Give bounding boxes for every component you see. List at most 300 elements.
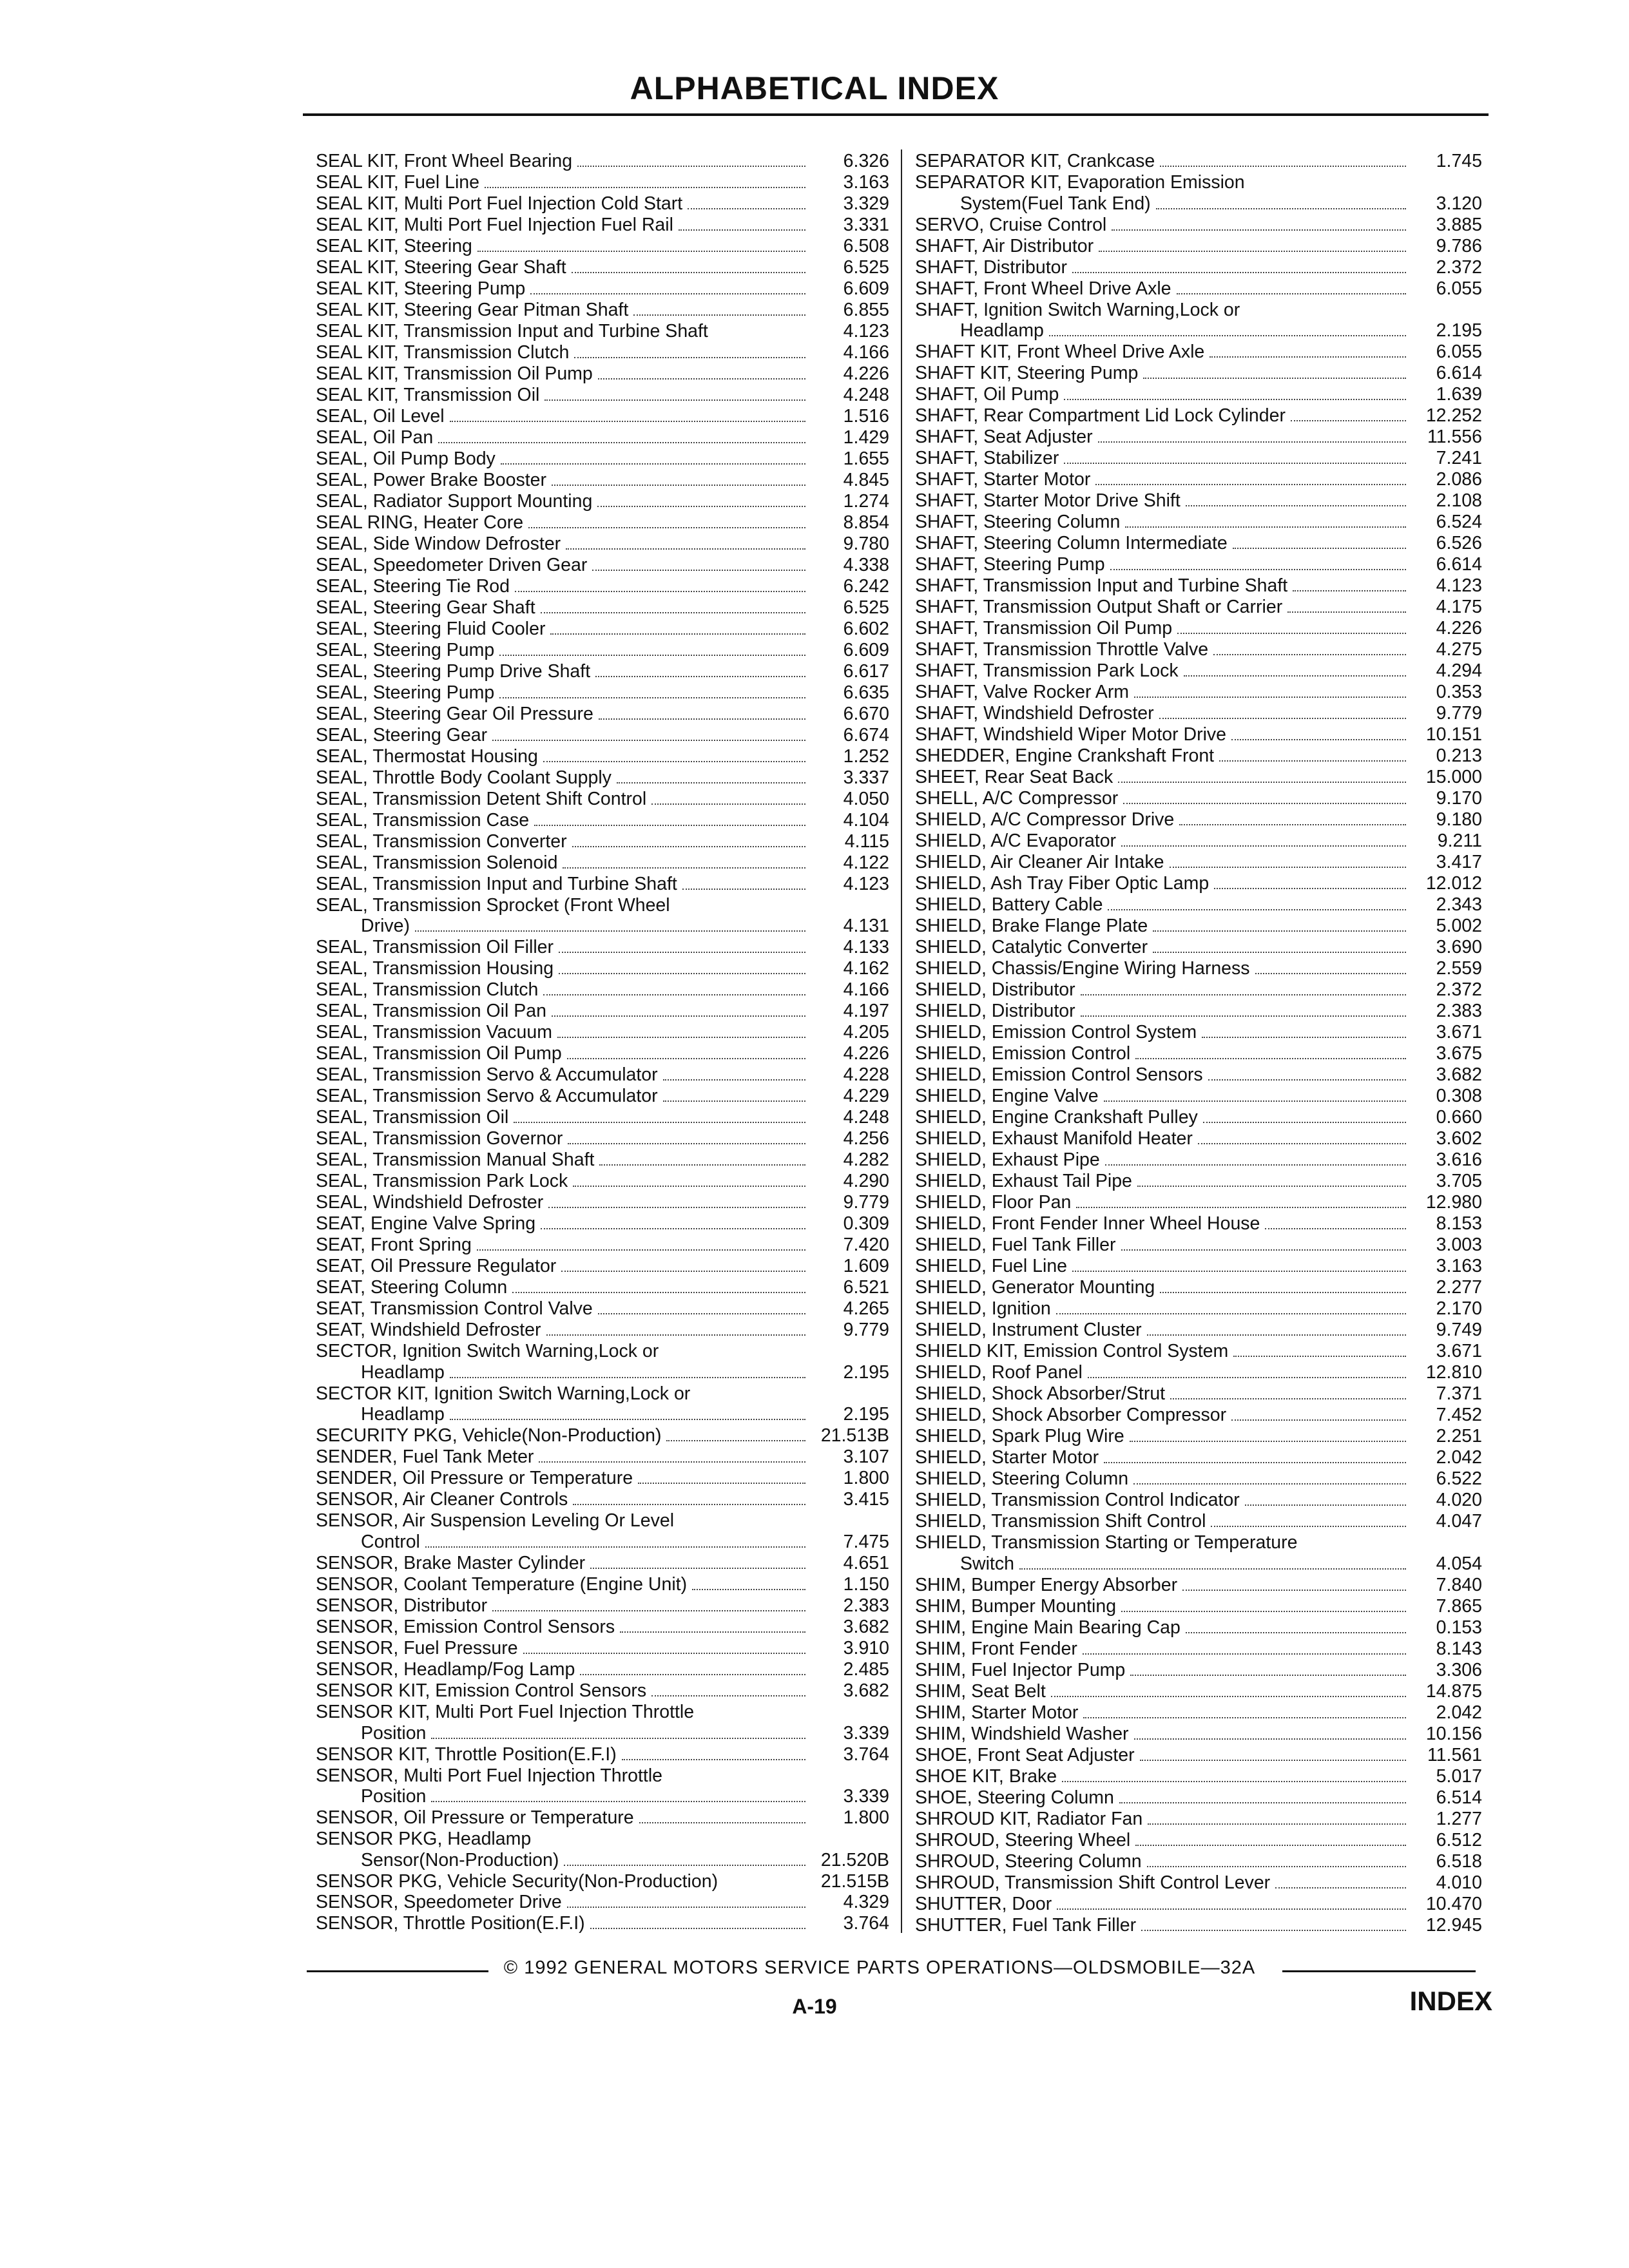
entry-page-ref: 5.017: [1436, 1765, 1482, 1787]
dot-leader: [1160, 166, 1406, 167]
dot-leader: [1287, 611, 1406, 613]
entry-name: SHAFT, Ignition Switch Warning,Lock or: [915, 299, 1240, 320]
index-entry: [915, 1043, 1482, 1064]
dot-leader: [598, 378, 805, 380]
index-entry: [915, 1894, 1482, 1915]
entry-name: SEAL, Transmission Oil: [316, 1107, 509, 1128]
index-entry: [915, 1213, 1482, 1235]
entry-name: SHIELD, Emission Control System: [915, 1022, 1197, 1043]
index-entry: [316, 874, 889, 895]
entry-page-ref: 6.617: [843, 660, 889, 682]
entry-name: SHIELD, Shock Absorber/Strut: [915, 1383, 1166, 1405]
entry-page-ref: 0.308: [1436, 1086, 1482, 1107]
entry-name: SEAL, Transmission Park Lock: [316, 1171, 568, 1192]
index-entry: [915, 1149, 1482, 1171]
dot-leader: [499, 655, 805, 656]
entry-name: SEAL, Windshield Defroster: [316, 1192, 544, 1213]
entry-page-ref: 10.151: [1425, 724, 1482, 745]
entry-page-ref: 4.166: [843, 979, 889, 1001]
index-entry: [316, 1277, 889, 1298]
entry-name: SHAFT, Steering Column Intermediate: [915, 533, 1228, 554]
dot-leader: [590, 1928, 805, 1929]
index-entry: [915, 1107, 1482, 1128]
index-entry: [915, 1277, 1482, 1298]
entry-name: SHIM, Front Fender: [915, 1638, 1077, 1659]
entry-name: SHIM, Seat Belt: [915, 1680, 1046, 1702]
entry-page-ref: 4.651: [843, 1552, 889, 1573]
dot-leader: [1064, 463, 1406, 464]
dot-leader: [515, 591, 805, 592]
entry-name: SEAL, Steering Pump: [316, 682, 495, 703]
entry-name: SEAL, Steering Gear Oil Pressure: [316, 703, 593, 724]
index-entry: [915, 193, 1482, 215]
entry-name: SEAL, Radiator Support Mounting: [316, 490, 593, 512]
entry-name: SENSOR, Headlamp/Fog Lamp: [316, 1658, 575, 1680]
index-entry: [316, 1510, 889, 1532]
entry-page-ref: 6.055: [1436, 278, 1482, 299]
index-entry: [915, 427, 1482, 448]
entry-name: SEAL, Steering Gear: [316, 724, 488, 745]
entry-page-ref: 2.383: [843, 1595, 889, 1616]
entry-page-ref: 3.705: [1436, 1171, 1482, 1192]
dot-leader: [1182, 1590, 1406, 1591]
index-entry: [915, 660, 1482, 682]
entry-name: SHAFT, Windshield Defroster: [915, 703, 1154, 724]
index-entry: [915, 1405, 1482, 1426]
index-entry: [915, 554, 1482, 575]
dot-leader: [1245, 1504, 1406, 1506]
entry-name: SHROUD, Steering Column: [915, 1850, 1142, 1872]
entry-page-ref: 0.309: [843, 1213, 889, 1235]
dot-leader: [679, 229, 805, 231]
entry-page-ref: 9.749: [1436, 1320, 1482, 1341]
entry-page-ref: 4.226: [1436, 618, 1482, 639]
index-entry: [316, 1149, 889, 1171]
index-entry: [316, 491, 889, 512]
entry-name: SHAFT, Transmission Output Shaft or Carrier: [915, 597, 1283, 618]
dot-leader: [567, 1058, 805, 1059]
entry-name: SHAFT, Stabilizer: [915, 448, 1059, 469]
entry-name: SEAL, Side Window Defroster: [316, 533, 561, 554]
entry-page-ref: 3.682: [1436, 1064, 1482, 1086]
entry-name: SHIELD, Steering Column: [915, 1468, 1129, 1490]
entry-name: SHIM, Engine Main Bearing Cap: [915, 1617, 1181, 1638]
entry-page-ref: 6.674: [843, 724, 889, 745]
dot-leader: [572, 846, 805, 847]
index-entry: [316, 682, 889, 704]
index-entry: [915, 1553, 1482, 1575]
entry-page-ref: 6.512: [1436, 1829, 1482, 1850]
dot-leader: [663, 1100, 805, 1102]
entry-page-ref: 10.156: [1425, 1723, 1482, 1744]
dot-leader: [1119, 1802, 1406, 1803]
dot-leader: [577, 166, 805, 167]
index-entry: [316, 810, 889, 831]
entry-name: SEAL, Transmission Servo & Accumulator: [316, 1086, 658, 1107]
index-entry: [316, 916, 889, 937]
entry-name: SHIELD, A/C Compressor Drive: [915, 809, 1175, 831]
entry-name: SHIELD, Fuel Tank Filler: [915, 1235, 1116, 1256]
dot-leader: [1108, 909, 1406, 910]
entry-page-ref: 4.131: [843, 916, 889, 937]
entry-page-ref: 2.042: [1436, 1702, 1482, 1723]
dot-leader: [639, 1822, 805, 1823]
dot-leader: [1170, 867, 1406, 868]
index-entry: [915, 1426, 1482, 1447]
entry-page-ref: 21.513B: [820, 1425, 889, 1446]
entry-name: SHAFT, Air Distributor: [915, 235, 1094, 256]
dot-leader: [1233, 1356, 1406, 1357]
entry-page-ref: 3.331: [843, 215, 889, 235]
entry-page-ref: 2.195: [1436, 320, 1482, 341]
entry-name: SEAL, Oil Pump Body: [316, 448, 496, 469]
index-entry: [915, 873, 1482, 894]
dot-leader: [1081, 1015, 1406, 1017]
index-entry: [915, 1851, 1482, 1872]
index-entry: [316, 1298, 889, 1320]
index-entry: [915, 1235, 1482, 1256]
entry-page-ref: 1.800: [843, 1468, 889, 1489]
index-entry: [915, 363, 1482, 384]
entry-name: System(Fuel Tank End): [960, 193, 1151, 214]
index-entry: [915, 1001, 1482, 1022]
entry-page-ref: 14.875: [1425, 1680, 1482, 1702]
entry-page-ref: 1.274: [843, 490, 889, 512]
index-entry: [915, 1639, 1482, 1660]
entry-name: SHAFT, Transmission Input and Turbine Shaft: [915, 575, 1288, 597]
entry-name: SHIELD, Ash Tray Fiber Optic Lamp: [915, 873, 1210, 894]
index-entry: [915, 236, 1482, 257]
entry-page-ref: 2.195: [843, 1361, 889, 1383]
entry-name: SHIM, Windshield Washer: [915, 1723, 1129, 1744]
dot-leader: [1148, 1823, 1406, 1825]
index-entry: [915, 278, 1482, 300]
dot-leader: [552, 485, 805, 486]
entry-name: SEAL KIT, Steering: [316, 236, 472, 256]
entry-name: SHIELD, Battery Cable: [915, 894, 1103, 916]
index-entry: [915, 1192, 1482, 1213]
entry-page-ref: 4.294: [1436, 660, 1482, 682]
entry-name: SEAL, Transmission Detent Shift Control: [316, 788, 647, 809]
entry-page-ref: 6.526: [1436, 533, 1482, 554]
dot-leader: [1095, 484, 1406, 485]
index-entry: [316, 1256, 889, 1277]
entry-name: SHAFT, Starter Motor: [915, 469, 1091, 490]
dot-leader: [552, 1015, 805, 1017]
dot-leader: [1104, 1462, 1406, 1463]
dot-leader: [574, 357, 805, 358]
entry-page-ref: 4.123: [843, 321, 889, 341]
entry-page-ref: 6.514: [1436, 1787, 1482, 1808]
dot-leader: [1203, 1122, 1406, 1123]
dot-leader: [633, 314, 805, 316]
entry-page-ref: 6.508: [843, 236, 889, 256]
index-entry: [316, 576, 889, 597]
entry-name: SHIELD, Exhaust Tail Pipe: [915, 1171, 1132, 1192]
index-entry: [316, 1213, 889, 1235]
dot-leader: [523, 1653, 805, 1654]
index-entry: [915, 1086, 1482, 1107]
entry-name: SHAFT, Steering Pump: [915, 554, 1105, 575]
entry-page-ref: 3.339: [843, 1722, 889, 1744]
entry-page-ref: 12.252: [1425, 405, 1482, 427]
index-entry: [316, 1892, 889, 1913]
entry-name: SEAL KIT, Transmission Oil Pump: [316, 363, 593, 384]
index-entry: [915, 788, 1482, 809]
entry-name: SEAL, Oil Level: [316, 405, 445, 427]
entry-page-ref: 4.256: [843, 1128, 889, 1149]
index-entry: [316, 1850, 889, 1871]
index-entry: [915, 1320, 1482, 1341]
dot-leader: [1081, 994, 1406, 995]
entry-page-ref: 8.153: [1436, 1213, 1482, 1235]
entry-page-ref: 3.003: [1436, 1235, 1482, 1256]
dot-leader: [1064, 399, 1406, 400]
dot-leader: [1160, 1292, 1406, 1293]
index-entry: [316, 193, 889, 215]
entry-name: SHUTTER, Fuel Tank Filler: [915, 1914, 1137, 1936]
entry-page-ref: 9.779: [1436, 703, 1482, 724]
entry-name: SHIELD, Front Fender Inner Wheel House: [915, 1213, 1260, 1235]
dot-leader: [1099, 251, 1406, 252]
index-entry: [316, 512, 889, 533]
index-entry: [915, 1298, 1482, 1320]
entry-name: SEAL KIT, Steering Gear Pitman Shaft: [316, 300, 629, 320]
dot-leader: [1231, 739, 1406, 740]
entry-page-ref: 0.213: [1436, 745, 1482, 767]
entry-page-ref: 3.120: [1436, 193, 1482, 214]
index-entry: [316, 321, 889, 342]
dot-leader: [1118, 782, 1406, 783]
dot-leader: [1231, 1419, 1406, 1421]
entry-page-ref: 6.614: [1436, 363, 1482, 384]
entry-page-ref: 7.420: [843, 1235, 889, 1256]
entry-page-ref: 6.609: [843, 639, 889, 660]
entry-page-ref: 3.682: [843, 1680, 889, 1701]
entry-name: SHAFT, Valve Rocker Arm: [915, 682, 1130, 703]
entry-page-ref: 2.108: [1436, 490, 1482, 512]
entry-page-ref: 8.854: [843, 512, 889, 533]
entry-page-ref: 7.371: [1436, 1383, 1482, 1405]
entry-name: SENSOR, Emission Control Sensors: [316, 1616, 615, 1637]
entry-page-ref: 4.123: [843, 873, 889, 894]
dot-leader: [688, 208, 805, 209]
dot-leader: [1121, 1249, 1407, 1251]
dot-leader: [492, 1610, 805, 1611]
entry-name: Position: [361, 1786, 427, 1807]
dot-leader: [431, 1801, 805, 1802]
index-entry: [915, 320, 1482, 341]
index-entry: [316, 278, 889, 300]
entry-page-ref: 3.675: [1436, 1043, 1482, 1064]
dot-leader: [1072, 272, 1406, 273]
dot-leader: [1133, 1483, 1406, 1485]
entry-name: SHIM, Starter Motor: [915, 1702, 1079, 1723]
dot-leader: [573, 1186, 805, 1187]
dot-leader: [682, 889, 805, 890]
dot-leader: [530, 293, 805, 294]
footer-rule-right: [1282, 1970, 1476, 1972]
entry-page-ref: 6.055: [1436, 341, 1482, 363]
index-entry: [316, 958, 889, 979]
entry-page-ref: 4.205: [843, 1022, 889, 1043]
dot-leader: [501, 463, 805, 465]
index-entry: [316, 661, 889, 682]
entry-name: SHIELD, Exhaust Pipe: [915, 1149, 1100, 1171]
entry-name: SEAL KIT, Steering Pump: [316, 278, 526, 299]
index-entry: [915, 1341, 1482, 1362]
entry-page-ref: 4.248: [843, 1107, 889, 1128]
entry-name: SENSOR PKG, Headlamp: [316, 1829, 532, 1850]
dot-leader: [548, 1207, 805, 1208]
entry-page-ref: 4.123: [1436, 575, 1482, 597]
entry-page-ref: 1.800: [843, 1807, 889, 1829]
dot-leader: [1179, 824, 1406, 825]
entry-name: SHAFT, Distributor: [915, 256, 1067, 278]
entry-page-ref: 3.163: [1436, 1256, 1482, 1277]
index-entry: [316, 555, 889, 576]
entry-page-ref: 21.515B: [820, 1870, 889, 1892]
entry-name: SEAT, Engine Valve Spring: [316, 1213, 536, 1235]
entry-name: SENSOR PKG, Vehicle Security(Non-Production): [316, 1870, 718, 1892]
entry-page-ref: 2.086: [1436, 469, 1482, 490]
index-entry: [316, 895, 889, 916]
dot-leader: [539, 1461, 805, 1463]
dot-leader: [450, 1419, 805, 1420]
dot-leader: [1098, 441, 1406, 443]
dot-leader: [597, 506, 805, 507]
dot-leader: [1110, 569, 1406, 570]
entry-name: SEAL, Speedometer Driven Gear: [316, 554, 588, 575]
dot-leader: [1147, 1866, 1406, 1867]
entry-name: SEAL, Transmission Servo & Accumulator: [316, 1064, 658, 1086]
entry-page-ref: 1.655: [843, 448, 889, 469]
index-entry: [915, 1724, 1482, 1745]
entry-page-ref: 3.671: [1436, 1341, 1482, 1362]
entry-page-ref: 4.162: [843, 958, 889, 979]
dot-leader: [1125, 526, 1406, 528]
entry-name: SEAL, Transmission Converter: [316, 831, 567, 852]
entry-name: SHIELD KIT, Emission Control System: [915, 1341, 1229, 1362]
entry-page-ref: 4.050: [843, 788, 889, 809]
entry-page-ref: 2.042: [1436, 1447, 1482, 1468]
dot-leader: [477, 251, 805, 252]
entry-page-ref: 1.609: [843, 1256, 889, 1277]
dot-leader: [1255, 973, 1406, 974]
entry-name: SHAFT, Front Wheel Drive Axle: [915, 278, 1171, 299]
dot-leader: [546, 1334, 805, 1336]
index-entry: [915, 1872, 1482, 1894]
dot-leader: [692, 1589, 805, 1590]
index-entry: [915, 1681, 1482, 1702]
entry-page-ref: 7.241: [1436, 448, 1482, 469]
dot-leader: [561, 1271, 805, 1272]
index-entry: [316, 789, 889, 810]
index-entry: [915, 767, 1482, 788]
index-entry: [915, 1766, 1482, 1787]
dot-leader: [651, 803, 805, 805]
index-entry: [915, 1171, 1482, 1192]
entry-page-ref: 3.417: [1436, 852, 1482, 873]
entry-name: Sensor(Non-Production): [361, 1849, 559, 1870]
dot-leader: [592, 570, 805, 571]
entry-name: SHIELD, Generator Mounting: [915, 1277, 1155, 1298]
dot-leader: [598, 1313, 805, 1314]
entry-name: SEAT, Oil Pressure Regulator: [316, 1256, 557, 1277]
index-entry: [915, 1915, 1482, 1936]
dot-leader: [1159, 718, 1406, 719]
index-entry: [915, 1660, 1482, 1681]
entry-name: SHIELD, Ignition: [915, 1298, 1051, 1320]
dot-leader: [559, 973, 805, 974]
dot-leader: [499, 697, 805, 698]
entry-page-ref: 4.226: [843, 363, 889, 384]
entry-page-ref: 4.229: [843, 1086, 889, 1107]
entry-page-ref: 2.195: [843, 1404, 889, 1425]
dot-leader: [1265, 1228, 1406, 1229]
dot-leader: [528, 527, 805, 528]
index-entry: [316, 1786, 889, 1807]
entry-name: SEAL, Transmission Oil Filler: [316, 937, 554, 958]
index-entry: [915, 894, 1482, 916]
index-entry: [915, 958, 1482, 979]
dot-leader: [450, 421, 805, 422]
entry-name: SHOE, Steering Column: [915, 1787, 1114, 1808]
entry-name: SHAFT, Transmission Park Lock: [915, 660, 1179, 682]
index-entry: [915, 215, 1482, 236]
index-entry: [915, 512, 1482, 533]
entry-page-ref: 6.522: [1436, 1468, 1482, 1490]
dot-leader: [1275, 1887, 1406, 1888]
entry-page-ref: 9.779: [843, 1192, 889, 1213]
entry-name: SEAT, Windshield Defroster: [316, 1320, 541, 1341]
index-entry: [316, 1638, 889, 1659]
dot-leader: [1219, 760, 1406, 762]
dot-leader: [1083, 1653, 1406, 1655]
dot-leader: [545, 399, 805, 401]
index-entry: [316, 1192, 889, 1213]
entry-page-ref: 4.166: [843, 341, 889, 363]
index-entry: [915, 469, 1482, 490]
entry-page-ref: 6.602: [843, 618, 889, 639]
entry-name: SHOE KIT, Brake: [915, 1765, 1057, 1787]
dot-leader: [534, 825, 805, 826]
index-entry: [316, 1404, 889, 1425]
entry-page-ref: 4.265: [843, 1298, 889, 1320]
entry-name: SHAFT, Windshield Wiper Motor Drive: [915, 724, 1227, 745]
entry-name: SHIELD, Instrument Cluster: [915, 1320, 1142, 1341]
entry-page-ref: 6.521: [843, 1277, 889, 1298]
entry-page-ref: 6.518: [1436, 1850, 1482, 1872]
index-entry: [316, 1595, 889, 1617]
index-entry: [915, 852, 1482, 873]
entry-page-ref: 4.054: [1436, 1553, 1482, 1574]
index-entry: [316, 1617, 889, 1638]
index-entry: [316, 1765, 889, 1787]
entry-name: SHAFT KIT, Front Wheel Drive Axle: [915, 341, 1205, 363]
entry-name: SEAL, Steering Gear Shaft: [316, 597, 535, 618]
entry-page-ref: 6.242: [843, 575, 889, 597]
entry-name: SECTOR, Ignition Switch Warning,Lock or: [316, 1341, 659, 1362]
index-entry: [316, 1320, 889, 1341]
dot-leader: [492, 740, 805, 741]
index-entry: [316, 1425, 889, 1446]
index-entry: [316, 363, 889, 385]
dot-leader: [1088, 1377, 1406, 1378]
entry-name: SENSOR KIT, Emission Control Sensors: [316, 1680, 647, 1701]
entry-name: SEAT, Steering Column: [316, 1277, 508, 1298]
dot-leader: [567, 1907, 805, 1908]
